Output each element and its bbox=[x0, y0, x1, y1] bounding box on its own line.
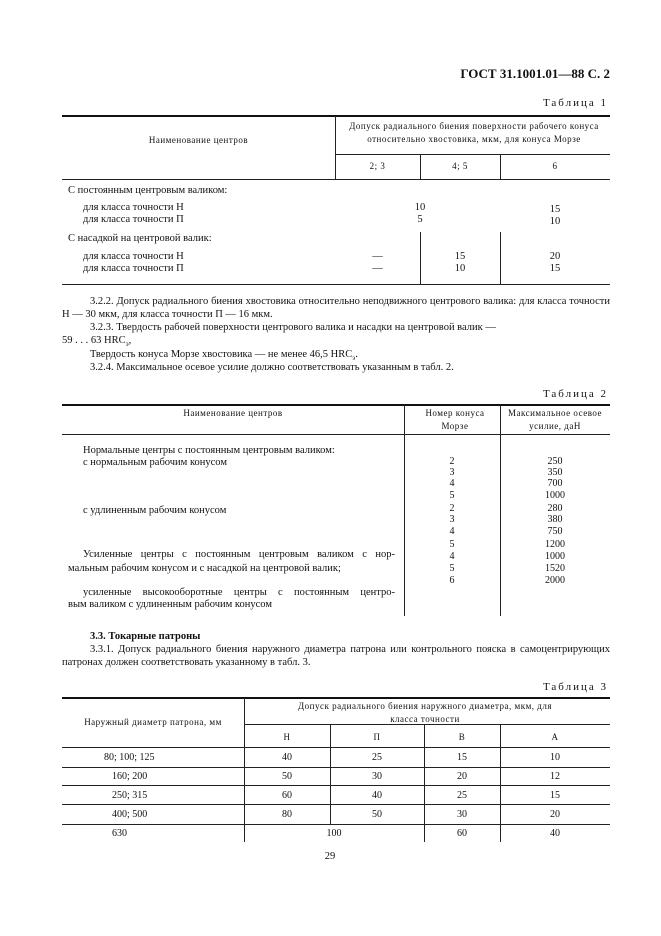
table1-header-rule bbox=[62, 179, 610, 180]
table2-force: 700 bbox=[547, 478, 563, 489]
table2-top-rule bbox=[62, 404, 610, 406]
table2-name-line: Нормальные центры с постоянным центровым валиком: bbox=[83, 445, 335, 456]
table2-name-line: вым валиком с удлиненным рабочим конусом bbox=[68, 599, 272, 610]
table1-cell: 5 bbox=[417, 214, 423, 225]
table1-col-name: Наименование центров bbox=[148, 135, 249, 145]
paragraph-3-2-4: 3.2.4. Максимальное осевое усилие должно соответствовать указанным в табл. 2. bbox=[90, 362, 454, 373]
table1-caption: Таблица 1 bbox=[542, 97, 608, 109]
table3-cell: 40 bbox=[282, 752, 292, 763]
table1-cell: 10 bbox=[414, 202, 426, 213]
table3-diameter: 160; 200 bbox=[112, 771, 148, 782]
table3-cell: 12 bbox=[550, 771, 560, 782]
table2-force: 350 bbox=[547, 467, 563, 478]
table1-cell: 10 bbox=[549, 216, 561, 227]
table3-cell: 100 bbox=[326, 828, 342, 839]
table2-col-number: Номер конуса Морзе bbox=[425, 408, 485, 431]
document-code: ГОСТ 31.1001.01—88 С. 2 bbox=[460, 66, 610, 81]
table2-force: 280 bbox=[547, 503, 563, 514]
table3-row-rule bbox=[62, 767, 610, 768]
table2-force: 1000 bbox=[545, 490, 565, 501]
table2-name-line: Усиленные центры с постоянным центровым валиком с нор- bbox=[83, 549, 395, 560]
table1-subheader: 4; 5 bbox=[452, 161, 468, 171]
table1-row-name: С насадкой на центровой валик: bbox=[68, 233, 212, 244]
table1-subheader-rule bbox=[335, 154, 610, 155]
table2-force: 750 bbox=[547, 526, 563, 537]
table3-caption: Таблица 3 bbox=[542, 681, 608, 693]
table3-cell: 50 bbox=[282, 771, 292, 782]
table3-cell: 40 bbox=[550, 828, 560, 839]
table2-force: 2000 bbox=[545, 575, 565, 586]
table2-number: 4 bbox=[449, 526, 455, 537]
table1-cell: 10 bbox=[454, 263, 466, 274]
table1-top-rule bbox=[62, 115, 610, 117]
table3-diameter: 80; 100; 125 bbox=[104, 752, 155, 763]
table3-cell: 50 bbox=[372, 809, 382, 820]
table3-cell: 20 bbox=[550, 809, 560, 820]
hardness-range: 59 . . . 63 $HRC_э$, bbox=[62, 335, 132, 349]
table3-cell: 30 bbox=[457, 809, 467, 820]
table1-subheader: 2; 3 bbox=[369, 161, 386, 171]
table3-divider bbox=[244, 698, 245, 842]
table2-name-line: с удлиненным рабочим конусом bbox=[83, 505, 227, 516]
table3-diameter: 250; 315 bbox=[112, 790, 148, 801]
table1-cell: — bbox=[372, 263, 383, 274]
table3-diameter: 400; 500 bbox=[112, 809, 148, 820]
table2-col-force: Максимальное осевое усилие, даН bbox=[507, 408, 603, 431]
table2-force: 1000 bbox=[545, 551, 565, 562]
table2-number: 5 bbox=[449, 539, 455, 550]
table3-row-rule bbox=[62, 785, 610, 786]
table2-force: 250 bbox=[547, 456, 563, 467]
table1-col-group: Допуск радиального биения поверхности рабочего конуса относительно хвостовика, мкм, для конуса Морзе bbox=[349, 121, 599, 144]
paragraph-3-2-3: 3.2.3. Твердость рабочей поверхности центрового валика и насадки на центровой валик — bbox=[90, 322, 496, 333]
table3-cell: 60 bbox=[282, 790, 292, 801]
table3-cell: 40 bbox=[372, 790, 382, 801]
table3-col-group: Допуск радиального биения наружного диаметра, мкм, для класса точности bbox=[298, 701, 552, 724]
table2-number: 3 bbox=[449, 514, 455, 525]
table2-number: 4 bbox=[449, 478, 455, 489]
table3-cell: 25 bbox=[372, 752, 382, 763]
table2-name-line: усиленные высокооборотные центры с постоянным центро- bbox=[83, 587, 395, 598]
table3-subheader: Н bbox=[283, 732, 291, 742]
table1-cell: 15 bbox=[549, 263, 561, 274]
table1-cell: 15 bbox=[454, 251, 466, 262]
table3-subheader: В bbox=[458, 732, 466, 742]
table2-number: 2 bbox=[449, 456, 455, 467]
table1-row-name: для класса точности П bbox=[83, 263, 184, 274]
table1-bottom-rule bbox=[62, 284, 610, 285]
table1-cell: 15 bbox=[549, 204, 561, 215]
table2-col-name: Наименование центров bbox=[183, 408, 283, 418]
table2-name-line: с нормальным рабочим конусом bbox=[83, 457, 227, 468]
table3-subheader: А bbox=[551, 732, 559, 742]
table3-cell: 20 bbox=[457, 771, 467, 782]
table3-row-rule bbox=[62, 824, 610, 825]
table1-subheader: 6 bbox=[552, 161, 558, 171]
table1-cell: — bbox=[372, 251, 383, 262]
table1-row-name: для класса точности Н bbox=[83, 202, 184, 213]
paragraph-3-3-1: 3.3.1. Допуск радиального биения наружного диаметра патрона или контрольного пояска в самоцентрирующих патронах должен соответствовать указанному в табл. 3. bbox=[62, 644, 610, 668]
table3-col-name: Наружный диаметр патрона, мм bbox=[84, 717, 222, 727]
morse-hardness: Твердость конуса Морзе хвостовика — не менее 46,5 $HRC_э$. bbox=[90, 349, 358, 363]
table2-caption: Таблица 2 bbox=[542, 388, 608, 400]
table3-cell: 10 bbox=[550, 752, 560, 763]
table2-force: 1520 bbox=[545, 563, 565, 574]
table2-force: 380 bbox=[547, 514, 563, 525]
table3-top-rule bbox=[62, 697, 610, 699]
table3-row-rule bbox=[62, 804, 610, 805]
table2-force: 1200 bbox=[545, 539, 565, 550]
table3-subheader: П bbox=[373, 732, 381, 742]
table3-cell: 60 bbox=[457, 828, 467, 839]
table1-row-name: С постоянным центровым валиком: bbox=[68, 185, 228, 196]
table2-number: 5 bbox=[449, 563, 455, 574]
table1-row-name: для класса точности П bbox=[83, 214, 184, 225]
section-3-3-title: 3.3. Токарные патроны bbox=[90, 631, 201, 642]
table3-header-rule bbox=[62, 747, 610, 748]
table3-cell: 15 bbox=[457, 752, 467, 763]
table2-header-rule bbox=[62, 434, 610, 435]
table2-number: 2 bbox=[449, 503, 455, 514]
table3-cell: 25 bbox=[457, 790, 467, 801]
table1-row-name: для класса точности Н bbox=[83, 251, 184, 262]
table3-cell: 30 bbox=[372, 771, 382, 782]
table2-number: 6 bbox=[449, 575, 455, 586]
table3-cell: 15 bbox=[550, 790, 560, 801]
table2-number: 5 bbox=[449, 490, 455, 501]
page-number: 29 bbox=[324, 851, 336, 862]
paragraph-3-2-2: 3.2.2. Допуск радиального биения хвостовика относительно неподвижного центрового валика: для класса точности Н — 30 мкм, для класса точности П — 16 мкм. bbox=[62, 296, 610, 320]
table1-cell: 20 bbox=[549, 251, 561, 262]
table2-name-line: мальным рабочим конусом и с насадкой на центровой валик; bbox=[68, 563, 341, 574]
table2-number: 3 bbox=[449, 467, 455, 478]
table3-cell: 80 bbox=[282, 809, 292, 820]
table2-number: 4 bbox=[449, 551, 455, 562]
table3-diameter: 630 bbox=[112, 828, 127, 839]
